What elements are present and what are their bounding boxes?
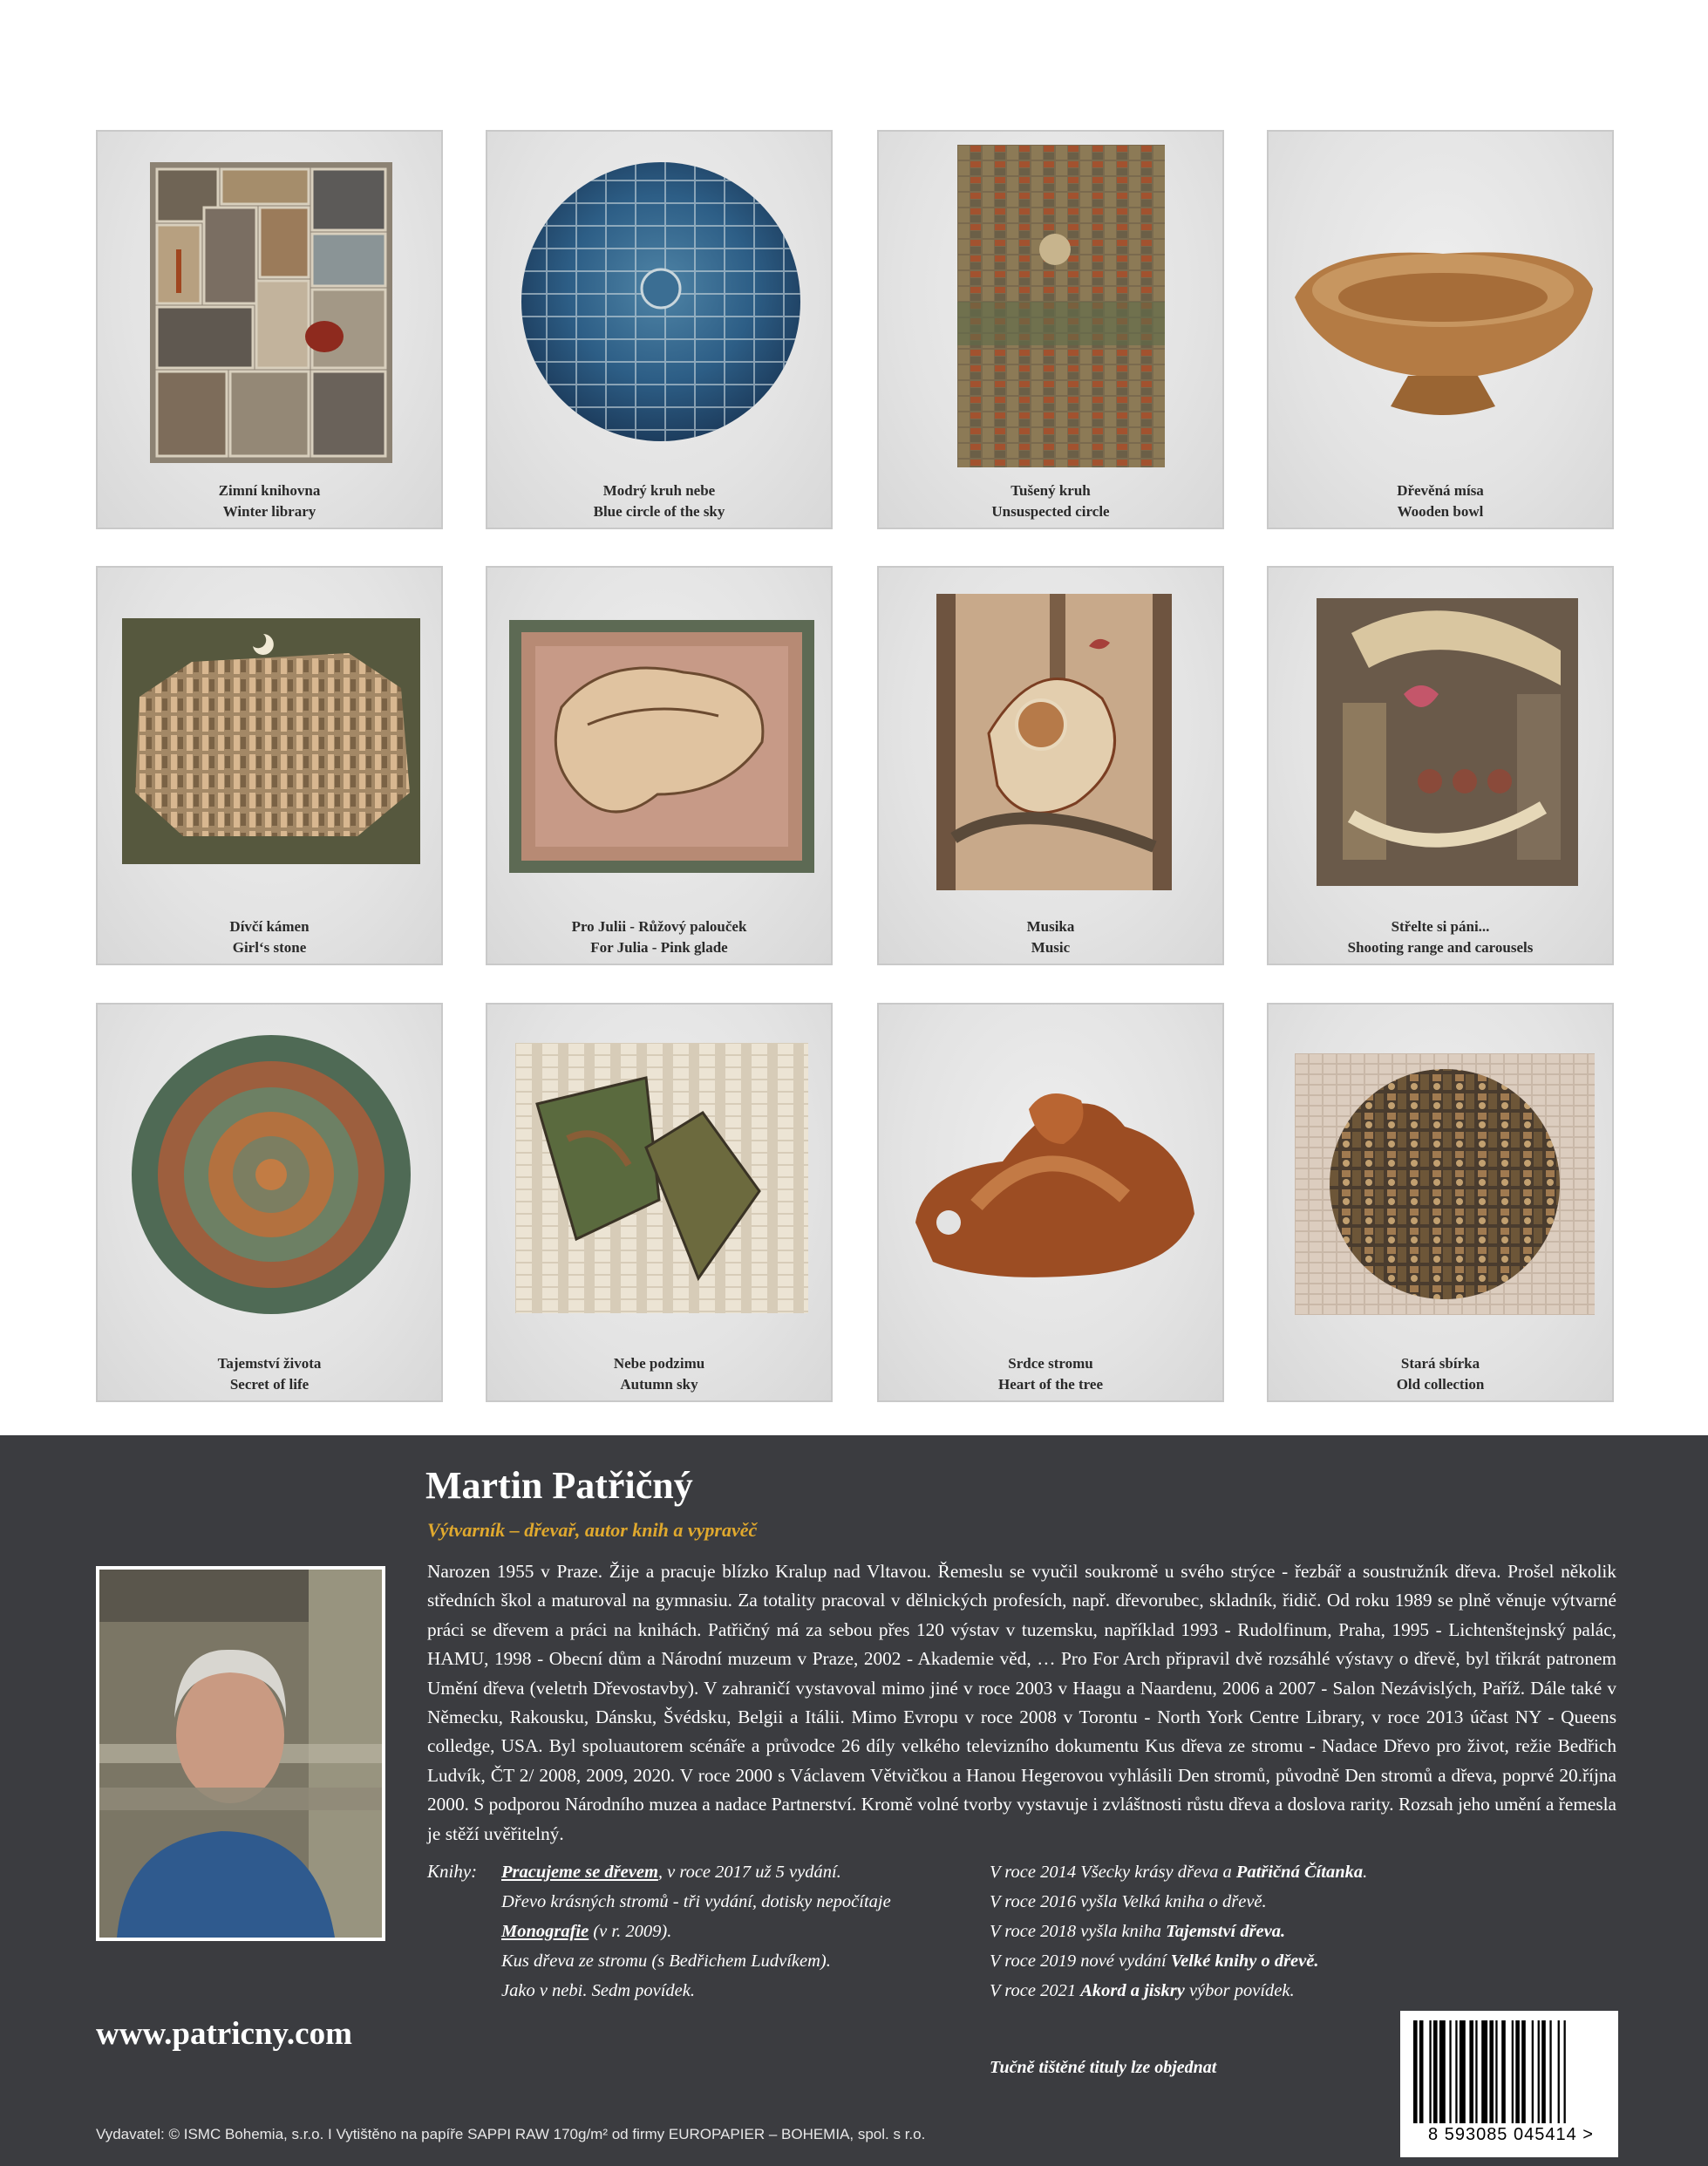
artwork-title: Dívčí kámen [229, 918, 310, 935]
artwork-card-wooden-bowl [1267, 130, 1614, 529]
artwork-title: Pro Julii - Růžový palouček [571, 918, 747, 935]
book-title-bold: Akord a jiskry [1080, 1981, 1185, 2000]
artwork-image-girls-stone [122, 618, 420, 864]
artwork-caption [879, 916, 1222, 958]
artwork-title: Nebe podzimu [613, 1355, 705, 1372]
artwork-image-winter-library [150, 162, 392, 463]
book-item: V roce 2014 Všecky krásy dřeva a Patřičná Čítanka. [990, 1863, 1368, 1882]
artwork-subtitle: Unsuspected circle [991, 503, 1110, 520]
artwork-caption [487, 916, 831, 958]
artwork-image-pink-glade [509, 620, 814, 873]
book-item: V roce 2018 vyšla kniha Tajemství dřeva. [990, 1922, 1286, 1941]
artwork-image-old-collection [1295, 1053, 1595, 1315]
artwork-subtitle: Music [1031, 939, 1071, 956]
artwork-subtitle: Old collection [1396, 1376, 1485, 1393]
website-link[interactable]: www.patricny.com [96, 2016, 352, 2052]
book-title-bold: Patřičná Čítanka [1235, 1863, 1364, 1882]
book-title-bold: Monografie [501, 1922, 589, 1941]
artwork-card-autumn-sky [486, 1003, 833, 1402]
artwork-subtitle: For Julia - Pink glade [590, 939, 728, 956]
artwork-card-girls-stone [96, 566, 443, 965]
publisher-line: Vydavatel: © ISMC Bohemia, s.r.o. I Vytištěno na papíře SAPPI RAW 170g/m² od firmy EUROPAPIER – BOHEMIA, spol. s r.o. [96, 2126, 926, 2142]
order-note: Tučně tištěné tituly lze objednat [990, 2058, 1217, 2077]
barcode [1400, 2011, 1618, 2157]
artwork-subtitle: Winter library [222, 503, 316, 520]
book-title-bold: Tajemství dřeva. [1166, 1922, 1286, 1941]
books-list-right [990, 1857, 1367, 2006]
books-label: Knihy: [427, 1861, 478, 1882]
book-title-bold: Velké knihy o dřevě. [1170, 1951, 1319, 1971]
barcode-bars [1413, 2020, 1607, 2123]
artwork-caption [98, 1353, 441, 1395]
author-panel [0, 1435, 1708, 2166]
artwork-caption [98, 916, 441, 958]
artwork-title: Střelte si páni... [1391, 918, 1490, 935]
artwork-card-secret-of-life [96, 1003, 443, 1402]
artwork-title: Tajemství života [217, 1355, 322, 1372]
artwork-image-unsuspected-circle [957, 145, 1165, 467]
artwork-caption [879, 1353, 1222, 1395]
artwork-card-pink-glade [486, 566, 833, 965]
artwork-image-wooden-bowl [1286, 228, 1602, 437]
artwork-subtitle: Girl‘s stone [232, 939, 307, 956]
book-item: Jako v nebi. Sedm povídek. [501, 1981, 695, 2000]
artwork-image-autumn-sky [515, 1043, 808, 1313]
book-item: V roce 2021 Akord a jiskry výbor povídek. [990, 1981, 1295, 2000]
book-item: Kus dřeva ze stromu (s Bedřichem Ludvíkem). [501, 1951, 831, 1971]
artwork-image-heart-of-tree [898, 1074, 1208, 1292]
artwork-caption [487, 480, 831, 522]
book-item: Pracujeme se dřevem, v roce 2017 už 5 vydání. [501, 1863, 841, 1882]
artwork-caption [1269, 916, 1612, 958]
books-list-left [501, 1857, 891, 2006]
author-biography: Narozen 1955 v Praze. Žije a pracuje blízko Kralup nad Vltavou. Řemeslu se vyučil soukromě u svého strýce - řezbář a soustružník dřeva. Prošel několik středních škol a maturoval na gymnasiu. Za totality pracoval v dělnických profesích, např. dřevorubec, skladník, řidič. Od roku 1989 se plně věnuje výtvarné práci se dřevem a práci na knihách. Patřičný má za sebou přes 120 výstav v tuzemsku, například 1993 - Rudolfinum, Praha, 1995 - Lichtenštejnský palác, HAMU, 1998 - Obecní dům a Národní muzeum v Praze, 2002 - Akademie věd, … Pro For Arch připravil dvě rozsáhlé výstavy o dřevě, byl třikrát patronem Umění dřeva (veletrh Dřevostavby). V zahraničí vystavoval mimo jiné v roce 2003 v Haagu a Naardenu, 2006 a 2007 - Salon Nezávislých, Paříž. Dále také v Německu, Rakousku, Dánsku, Švédsku, Belgii a Itálii. Mimo Evropu v roce 2008 v Torontu - North York Centre Library, v roce 2013 účast NY - Queens colledge, USA. Byl spoluautorem scénáře a průvodce 26 díly velkého televizního dokumentu Kus dřeva ze stromu - Nadace Dřevo pro život, režie Bedřich Ludvík, ČT 2/ 2008, 2009, 2020. V roce 2000 s Václavem Větvičkou a Hanou Hegerovou vyhlásili Den stromů, původně Den stromů a dřeva, poprvé 20.října 2000. S podporou Národního muzea a nadace Partnerství. Kromě volné tvorby vystavuje i zvláštnosti růstu dřeva a doslova rarity. Rozsah jeho umění a řemesla je stěží uvěřitelný. [427, 1561, 1616, 1844]
artwork-title: Zimní knihovna [218, 482, 321, 499]
artwork-subtitle: Wooden bowl [1397, 503, 1484, 520]
author-name: Martin Patřičný [425, 1464, 693, 1507]
book-item: V roce 2019 nové vydání Velké knihy o dřevě. [990, 1951, 1319, 1971]
artwork-caption [879, 480, 1222, 522]
artwork-title: Musika [1026, 918, 1075, 935]
book-item: Dřevo krásných stromů - tři vydání, dotisky nepočítaje [501, 1892, 891, 1911]
artwork-image-shooting-range [1317, 598, 1578, 886]
book-item: V roce 2016 vyšla Velká kniha o dřevě. [990, 1892, 1267, 1911]
artwork-caption [1269, 480, 1612, 522]
artwork-image-blue-circle [517, 158, 805, 446]
artwork-card-heart-of-tree [877, 1003, 1224, 1402]
artwork-card-winter-library [96, 130, 443, 529]
artwork-card-music [877, 566, 1224, 965]
author-subtitle: Výtvarník – dřevař, autor knih a vypravěč [427, 1519, 758, 1541]
book-item: Monografie (v r. 2009). [501, 1922, 672, 1941]
artwork-title: Tušený kruh [1011, 482, 1091, 499]
book-title-bold: Pracujeme se dřevem [501, 1863, 658, 1882]
artwork-image-music [936, 594, 1172, 890]
artwork-title: Modrý kruh nebe [602, 482, 716, 499]
artwork-caption [487, 1353, 831, 1395]
artwork-subtitle: Autumn sky [620, 1376, 698, 1393]
artwork-subtitle: Secret of life [229, 1376, 310, 1393]
artwork-caption [98, 480, 441, 522]
artwork-caption [1269, 1353, 1612, 1395]
artwork-card-unsuspected-circle [877, 130, 1224, 529]
artwork-subtitle: Heart of the tree [997, 1376, 1104, 1393]
author-portrait [96, 1566, 385, 1941]
artwork-title: Dřevěná mísa [1397, 482, 1484, 499]
barcode-number: 8 593085 045414 > [1428, 2125, 1594, 2144]
artwork-card-blue-circle [486, 130, 833, 529]
artwork-subtitle: Shooting range and carousels [1347, 939, 1534, 956]
artwork-title: Srdce stromu [1008, 1355, 1093, 1372]
artwork-card-old-collection [1267, 1003, 1614, 1402]
artwork-card-shooting-range [1267, 566, 1614, 965]
artwork-subtitle: Blue circle of the sky [593, 503, 725, 520]
artwork-image-secret-of-life [127, 1031, 415, 1318]
artwork-title: Stará sbírka [1400, 1355, 1480, 1372]
